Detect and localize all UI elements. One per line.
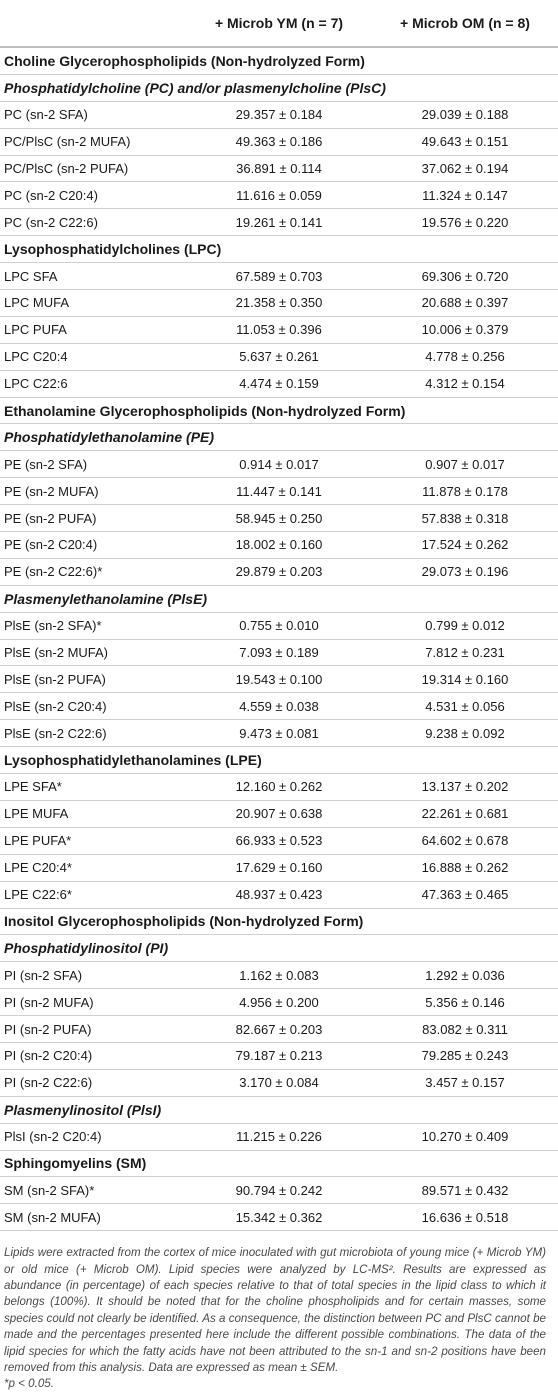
microb-om-sem: 0.017 [472, 456, 505, 472]
microb-om-value [372, 370, 558, 397]
microb-om-sem: 0.202 [475, 779, 509, 795]
row-label: PE (sn-2 PUFA) [0, 505, 186, 532]
microb-om-mean: 10.270 ± [422, 1129, 476, 1144]
row-label: PE (sn-2 C20:4) [0, 532, 186, 559]
row-label: LPC SFA [0, 263, 186, 290]
microb-ym-value [186, 182, 372, 209]
microb-ym-sem: 0.141 [289, 214, 323, 230]
microb-om-mean: 83.082 ± [422, 1022, 476, 1037]
microb-om-mean: 3.457 ± [425, 1075, 472, 1090]
section-title: Lysophosphatidylcholines (LPC) [0, 236, 558, 263]
microb-om-sem: 0.147 [475, 187, 508, 203]
section-title: Inositol Glycerophospholipids (Non-hydrolyzed Form) [0, 908, 558, 935]
subsection-header-row [0, 935, 558, 962]
microb-om-value [372, 1016, 558, 1043]
microb-om-sem: 0.196 [475, 564, 509, 580]
microb-om-mean: 89.571 ± [422, 1183, 476, 1198]
microb-ym-sem: 0.159 [286, 376, 319, 392]
microb-ym-sem: 0.396 [289, 322, 322, 338]
microb-ym-mean: 1.162 ± [239, 968, 286, 983]
microb-ym-mean: 19.543 ± [236, 672, 290, 687]
row-label: LPE PUFA* [0, 827, 186, 854]
table-row [0, 1016, 558, 1043]
footnote-significance: *p < 0.05. [4, 1377, 54, 1391]
microb-om-value [372, 666, 558, 693]
microb-om-sem: 0.157 [472, 1075, 505, 1091]
microb-ym-sem: 0.423 [289, 887, 323, 903]
table-row [0, 989, 558, 1016]
microb-ym-sem: 0.141 [289, 483, 322, 499]
table-row [0, 881, 558, 908]
microb-om-sem: 0.397 [475, 295, 509, 311]
microb-om-mean: 13.137 ± [422, 779, 476, 794]
microb-om-mean: 0.907 ± [425, 457, 472, 472]
microb-om-value [372, 505, 558, 532]
row-label: PI (sn-2 SFA) [0, 962, 186, 989]
microb-ym-sem: 0.262 [289, 779, 323, 795]
table-row [0, 854, 558, 881]
microb-om-value [372, 854, 558, 881]
microb-ym-mean: 21.358 ± [236, 295, 290, 310]
row-label: PI (sn-2 C22:6) [0, 1069, 186, 1096]
microb-om-value [372, 720, 558, 747]
microb-ym-sem: 0.638 [289, 806, 323, 822]
microb-om-value [372, 343, 558, 370]
table-row [0, 505, 558, 532]
subsection-header-row [0, 1096, 558, 1123]
microb-ym-sem: 0.250 [289, 510, 323, 526]
table-row [0, 693, 558, 720]
microb-ym-value [186, 370, 372, 397]
microb-om-mean: 16.636 ± [422, 1210, 476, 1225]
subsection-title: Plasmenylinositol (PlsI) [0, 1096, 558, 1123]
microb-ym-value [186, 1016, 372, 1043]
microb-om-sem: 0.151 [475, 134, 509, 150]
microb-om-sem: 0.178 [475, 483, 508, 499]
microb-om-value [372, 451, 558, 478]
row-label: PlsE (sn-2 PUFA) [0, 666, 186, 693]
microb-om-value [372, 1177, 558, 1204]
microb-ym-value [186, 1177, 372, 1204]
microb-om-value [372, 774, 558, 801]
microb-om-sem: 0.231 [472, 645, 505, 661]
microb-ym-value [186, 1042, 372, 1069]
microb-ym-mean: 67.589 ± [236, 269, 290, 284]
microb-om-mean: 64.602 ± [422, 833, 476, 848]
row-label: LPE C20:4* [0, 854, 186, 881]
microb-ym-sem: 0.242 [289, 1182, 323, 1198]
microb-ym-value [186, 128, 372, 155]
microb-ym-value [186, 881, 372, 908]
microb-ym-value [186, 290, 372, 317]
microb-ym-mean: 4.956 ± [239, 995, 286, 1010]
section-header-row [0, 397, 558, 424]
microb-ym-sem: 0.226 [289, 1129, 322, 1145]
table-header-row [0, 0, 558, 47]
microb-om-value [372, 316, 558, 343]
microb-om-sem: 0.379 [475, 322, 509, 338]
table-row [0, 451, 558, 478]
microb-ym-mean: 36.891 ± [236, 161, 290, 176]
microb-om-value [372, 1123, 558, 1150]
microb-om-mean: 22.261 ± [422, 806, 476, 821]
row-label: PI (sn-2 C20:4) [0, 1042, 186, 1069]
table-row [0, 1042, 558, 1069]
microb-ym-mean: 48.937 ± [236, 887, 290, 902]
microb-om-mean: 10.006 ± [422, 322, 476, 337]
microb-ym-mean: 15.342 ± [236, 1210, 290, 1225]
microb-om-sem: 0.678 [475, 833, 509, 849]
row-label: PlsE (sn-2 C22:6) [0, 720, 186, 747]
microb-om-value [372, 101, 558, 128]
row-label: LPC C20:4 [0, 343, 186, 370]
microb-om-value [372, 155, 558, 182]
microb-ym-mean: 0.755 ± [239, 618, 286, 633]
microb-ym-mean: 4.474 ± [239, 376, 286, 391]
microb-om-sem: 0.056 [472, 698, 505, 714]
section-title: Lysophosphatidylethanolamines (LPE) [0, 747, 558, 774]
table-row [0, 209, 558, 236]
microb-ym-mean: 82.667 ± [236, 1022, 290, 1037]
microb-om-value [372, 881, 558, 908]
microb-ym-sem: 0.160 [289, 860, 323, 876]
microb-om-mean: 20.688 ± [422, 295, 476, 310]
table-row [0, 639, 558, 666]
microb-ym-mean: 79.187 ± [236, 1048, 290, 1063]
microb-om-mean: 19.576 ± [422, 215, 476, 230]
microb-ym-value [186, 1123, 372, 1150]
table-row [0, 720, 558, 747]
microb-ym-sem: 0.523 [289, 833, 323, 849]
microb-om-value [372, 128, 558, 155]
microb-om-sem: 0.262 [475, 860, 509, 876]
microb-om-sem: 0.518 [475, 1209, 509, 1225]
table-row [0, 182, 558, 209]
microb-ym-value [186, 263, 372, 290]
microb-ym-sem: 0.203 [289, 1021, 323, 1037]
microb-om-sem: 0.720 [475, 268, 509, 284]
row-label: PC/PlsC (sn-2 MUFA) [0, 128, 186, 155]
row-label: LPE SFA* [0, 774, 186, 801]
microb-ym-value [186, 612, 372, 639]
microb-ym-sem: 0.203 [289, 564, 323, 580]
microb-ym-mean: 11.053 ± [236, 322, 289, 337]
microb-om-value [372, 263, 558, 290]
microb-ym-sem: 0.100 [289, 671, 323, 687]
microb-ym-mean: 20.907 ± [236, 806, 290, 821]
microb-om-mean: 1.292 ± [425, 968, 472, 983]
microb-ym-sem: 0.059 [289, 187, 322, 203]
table-row [0, 343, 558, 370]
microb-ym-sem: 0.084 [286, 1075, 319, 1091]
microb-om-mean: 37.062 ± [422, 161, 476, 176]
row-label: PlsI (sn-2 C20:4) [0, 1123, 186, 1150]
section-title: Ethanolamine Glycerophospholipids (Non-hydrolyzed Form) [0, 397, 558, 424]
row-label: PlsE (sn-2 SFA)* [0, 612, 186, 639]
section-header-row [0, 236, 558, 263]
microb-ym-value [186, 451, 372, 478]
microb-om-value [372, 478, 558, 505]
table-row [0, 1123, 558, 1150]
microb-om-sem: 0.188 [475, 107, 509, 123]
microb-om-sem: 0.409 [475, 1129, 509, 1145]
microb-ym-mean: 7.093 ± [239, 645, 286, 660]
table-row [0, 666, 558, 693]
microb-om-sem: 0.220 [475, 214, 509, 230]
microb-ym-mean: 58.945 ± [236, 511, 290, 526]
microb-om-mean: 79.285 ± [422, 1048, 476, 1063]
microb-om-value [372, 209, 558, 236]
microb-om-sem: 0.432 [475, 1182, 509, 1198]
microb-om-mean: 4.778 ± [425, 349, 472, 364]
microb-ym-mean: 90.794 ± [236, 1183, 290, 1198]
microb-om-value [372, 962, 558, 989]
table-row [0, 101, 558, 128]
table-row [0, 800, 558, 827]
microb-ym-sem: 0.703 [289, 268, 323, 284]
microb-om-value [372, 1042, 558, 1069]
table-row [0, 532, 558, 559]
microb-om-mean: 4.312 ± [425, 376, 472, 391]
subsection-title: Phosphatidylethanolamine (PE) [0, 424, 558, 451]
microb-ym-value [186, 962, 372, 989]
table-row [0, 1069, 558, 1096]
microb-ym-mean: 4.559 ± [239, 699, 286, 714]
microb-om-sem: 0.243 [475, 1048, 509, 1064]
microb-ym-value [186, 558, 372, 585]
microb-ym-sem: 0.200 [286, 994, 319, 1010]
microb-om-value [372, 532, 558, 559]
table-row [0, 612, 558, 639]
microb-om-mean: 0.799 ± [425, 618, 472, 633]
row-label: PE (sn-2 C22:6)* [0, 558, 186, 585]
microb-ym-value [186, 693, 372, 720]
microb-ym-sem: 0.160 [289, 537, 323, 553]
section-header-row [0, 908, 558, 935]
microb-ym-mean: 3.170 ± [239, 1075, 286, 1090]
row-label: PlsE (sn-2 C20:4) [0, 693, 186, 720]
microb-om-value [372, 182, 558, 209]
row-label: PI (sn-2 PUFA) [0, 1016, 186, 1043]
microb-om-mean: 7.812 ± [425, 645, 472, 660]
microb-om-sem: 0.311 [476, 1021, 508, 1037]
microb-ym-value [186, 989, 372, 1016]
microb-ym-mean: 5.637 ± [239, 349, 286, 364]
table-row [0, 962, 558, 989]
table-row [0, 263, 558, 290]
microb-ym-value [186, 343, 372, 370]
row-label: SM (sn-2 MUFA) [0, 1204, 186, 1231]
microb-om-mean: 69.306 ± [422, 269, 476, 284]
subsection-header-row [0, 424, 558, 451]
microb-ym-value [186, 827, 372, 854]
row-label: LPE C22:6* [0, 881, 186, 908]
table-row [0, 774, 558, 801]
microb-ym-value [186, 209, 372, 236]
microb-ym-mean: 66.933 ± [236, 833, 290, 848]
microb-om-sem: 0.318 [475, 510, 509, 526]
microb-om-value [372, 693, 558, 720]
microb-ym-mean: 12.160 ± [236, 779, 290, 794]
microb-om-mean: 29.039 ± [422, 107, 476, 122]
microb-ym-value [186, 532, 372, 559]
microb-ym-value [186, 1204, 372, 1231]
microb-ym-mean: 17.629 ± [236, 860, 290, 875]
subsection-title: Phosphatidylinositol (PI) [0, 935, 558, 962]
table-row [0, 1204, 558, 1231]
table-row [0, 128, 558, 155]
row-label: PC (sn-2 SFA) [0, 101, 186, 128]
microb-ym-sem: 0.350 [289, 295, 323, 311]
table-row [0, 827, 558, 854]
row-label: SM (sn-2 SFA)* [0, 1177, 186, 1204]
row-label: LPC C22:6 [0, 370, 186, 397]
microb-om-mean: 11.324 ± [422, 188, 475, 203]
table-row [0, 370, 558, 397]
microb-ym-value [186, 720, 372, 747]
microb-om-value [372, 612, 558, 639]
microb-om-value [372, 800, 558, 827]
microb-om-mean: 57.838 ± [422, 511, 476, 526]
table-row [0, 1177, 558, 1204]
microb-ym-mean: 29.357 ± [236, 107, 290, 122]
section-title: Sphingomyelins (SM) [0, 1150, 558, 1177]
table-footnote [4, 1245, 546, 1393]
microb-ym-sem: 0.010 [286, 618, 319, 634]
microb-ym-value [186, 774, 372, 801]
microb-om-value [372, 290, 558, 317]
microb-ym-sem: 0.362 [289, 1209, 323, 1225]
microb-om-mean: 4.531 ± [425, 699, 472, 714]
row-label: PI (sn-2 MUFA) [0, 989, 186, 1016]
footnote-text: Lipids were extracted from the cortex of mice inoculated with gut microbiota of young mice (+ Microb YM) or old mice (+ Microb OM). Lipid species were analyzed by LC-MS². Results are expressed as abundance (in percentage) of each species relative to that of total species in the lipid class to which it belongs (100%). It should be noted that for the choline phospholipids and for certain masses, some species could not clearly be identified. As a consequence, the distinction between PC and PlsC cannot be made and the percentages presented here include the different possible combinations. The data of the lipid species for which the fatty acids have not been attributed to the sn-1 and sn-2 positions have been removed from this analysis. Data are expressed as mean ± SEM. [4, 1246, 546, 1375]
row-label: LPC MUFA [0, 290, 186, 317]
microb-ym-sem: 0.038 [286, 698, 319, 714]
header-microb-om: + Microb OM (n = 8) [372, 0, 558, 47]
microb-om-sem: 0.256 [472, 349, 505, 365]
microb-ym-value [186, 639, 372, 666]
microb-om-value [372, 989, 558, 1016]
microb-ym-sem: 0.213 [289, 1048, 323, 1064]
row-label: PE (sn-2 SFA) [0, 451, 186, 478]
table-body [0, 47, 558, 1231]
microb-ym-value [186, 1069, 372, 1096]
section-header-row [0, 747, 558, 774]
row-label: PC (sn-2 C22:6) [0, 209, 186, 236]
microb-ym-sem: 0.081 [286, 725, 319, 741]
microb-om-mean: 29.073 ± [422, 564, 476, 579]
section-header-row [0, 1150, 558, 1177]
microb-om-mean: 16.888 ± [422, 860, 476, 875]
microb-ym-value [186, 478, 372, 505]
section-title: Choline Glycerophospholipids (Non-hydrolyzed Form) [0, 47, 558, 74]
microb-om-mean: 5.356 ± [425, 995, 472, 1010]
microb-om-mean: 11.878 ± [422, 484, 475, 499]
microb-ym-mean: 29.879 ± [236, 564, 290, 579]
table-row [0, 155, 558, 182]
subsection-header-row [0, 585, 558, 612]
microb-ym-value [186, 800, 372, 827]
microb-om-mean: 47.363 ± [422, 887, 476, 902]
microb-om-sem: 0.262 [475, 537, 509, 553]
microb-om-sem: 0.012 [472, 618, 505, 634]
microb-om-sem: 0.160 [475, 671, 509, 687]
section-header-row [0, 47, 558, 74]
table-row [0, 478, 558, 505]
row-label: LPE MUFA [0, 800, 186, 827]
microb-ym-mean: 18.002 ± [236, 537, 290, 552]
microb-om-value [372, 827, 558, 854]
microb-om-sem: 0.681 [475, 806, 509, 822]
microb-om-value [372, 639, 558, 666]
row-label: PC/PlsC (sn-2 PUFA) [0, 155, 186, 182]
microb-om-sem: 0.465 [475, 887, 509, 903]
microb-ym-value [186, 666, 372, 693]
microb-ym-sem: 0.017 [286, 456, 319, 472]
table-row [0, 290, 558, 317]
microb-om-mean: 19.314 ± [422, 672, 476, 687]
header-label-column [0, 0, 186, 47]
microb-om-mean: 17.524 ± [422, 537, 476, 552]
header-microb-ym: + Microb YM (n = 7) [186, 0, 372, 47]
microb-ym-mean: 11.616 ± [236, 188, 289, 203]
microb-ym-sem: 0.186 [289, 134, 323, 150]
microb-ym-mean: 11.447 ± [236, 484, 289, 499]
microb-om-value [372, 558, 558, 585]
microb-ym-value [186, 316, 372, 343]
microb-ym-mean: 11.215 ± [236, 1129, 289, 1144]
microb-om-sem: 0.194 [475, 161, 509, 176]
microb-om-value [372, 1069, 558, 1096]
table-row [0, 316, 558, 343]
microb-ym-value [186, 155, 372, 182]
row-label: PlsE (sn-2 MUFA) [0, 639, 186, 666]
microb-ym-sem: 0.114 [290, 161, 322, 176]
microb-ym-value [186, 101, 372, 128]
microb-ym-mean: 0.914 ± [239, 457, 286, 472]
microb-ym-mean: 19.261 ± [236, 215, 290, 230]
microb-ym-sem: 0.083 [286, 967, 319, 983]
table-row [0, 558, 558, 585]
microb-om-sem: 0.154 [472, 376, 505, 392]
microb-ym-sem: 0.189 [286, 645, 319, 661]
subsection-title: Plasmenylethanolamine (PlsE) [0, 585, 558, 612]
row-label: LPC PUFA [0, 316, 186, 343]
microb-om-sem: 0.036 [472, 967, 505, 983]
microb-om-sem: 0.146 [472, 994, 505, 1010]
row-label: PC (sn-2 C20:4) [0, 182, 186, 209]
microb-ym-value [186, 854, 372, 881]
microb-ym-mean: 49.363 ± [236, 134, 290, 149]
microb-ym-sem: 0.261 [286, 349, 319, 365]
microb-om-mean: 9.238 ± [425, 726, 472, 741]
microb-om-value [372, 1204, 558, 1231]
subsection-header-row [0, 74, 558, 101]
microb-ym-mean: 9.473 ± [239, 726, 286, 741]
row-label: PE (sn-2 MUFA) [0, 478, 186, 505]
microb-ym-value [186, 505, 372, 532]
microb-om-sem: 0.092 [472, 725, 505, 741]
microb-ym-sem: 0.184 [289, 107, 323, 123]
subsection-title: Phosphatidylcholine (PC) and/or plasmenylcholine (PlsC) [0, 74, 558, 101]
microb-om-mean: 49.643 ± [422, 134, 476, 149]
